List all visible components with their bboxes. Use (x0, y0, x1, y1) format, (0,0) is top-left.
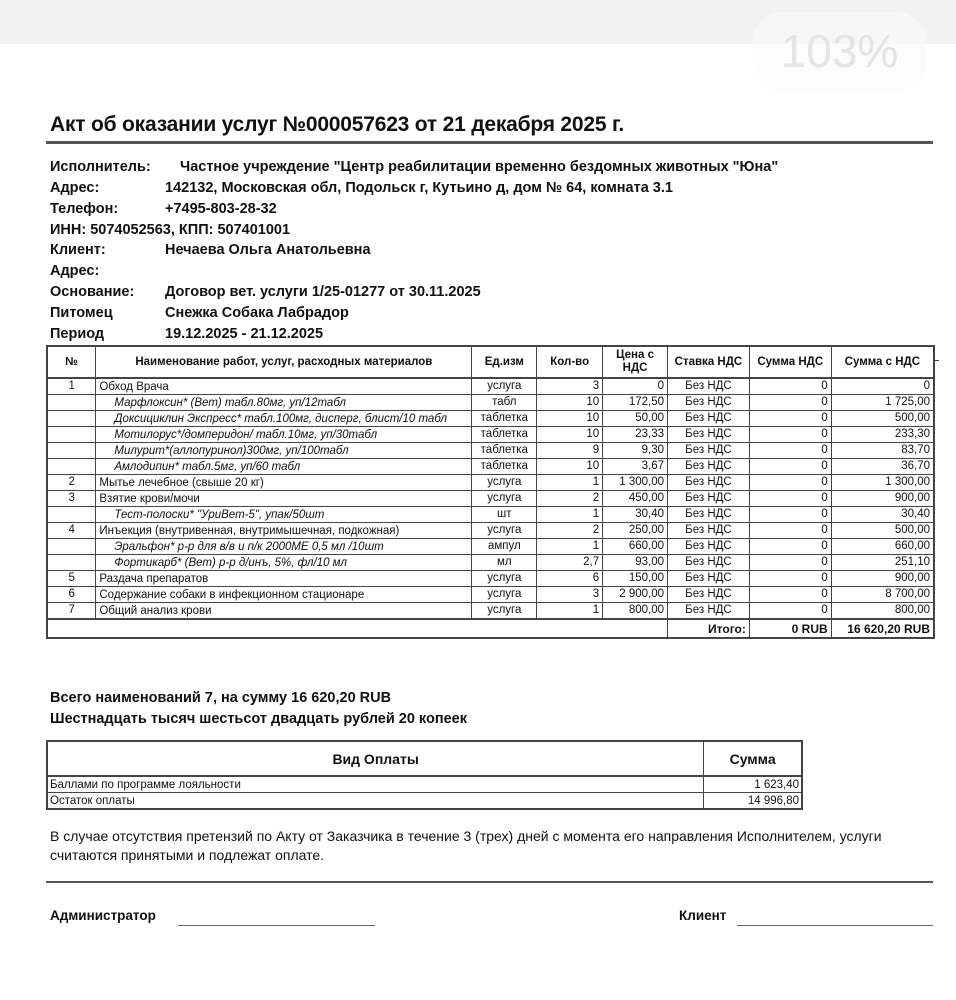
row-unit: таблетка (472, 411, 537, 427)
table-row-service (47, 587, 934, 603)
row-name: Инъекция (внутривенная, внутримышечная, подкожная) (96, 523, 472, 539)
row-qty: 9 (537, 443, 603, 459)
table-row-service (47, 491, 934, 507)
table-header-row (47, 346, 934, 378)
row-qty: 2 (537, 523, 603, 539)
row-qty: 1 (537, 507, 603, 523)
row-vat-rate: Без НДС (668, 491, 750, 507)
row-unit: мл (472, 555, 537, 571)
row-total: 251,10 (831, 555, 934, 571)
row-total: 660,00 (831, 539, 934, 555)
row-name: Обход Врача (96, 378, 472, 395)
row-unit: таблетка (472, 459, 537, 475)
total-sum: 16 620,20 RUB (831, 619, 934, 638)
row-qty: 1 (537, 603, 603, 620)
row-total: 500,00 (831, 523, 934, 539)
info-pet (50, 305, 349, 321)
row-vat-rate: Без НДС (668, 507, 750, 523)
acceptance-note: В случае отсутствия претензий по Акту от Заказчика в течение 3 (трех) дней с момента его направления Исполнителем, услуги считаются принятыми и подлежат оплате. (50, 828, 882, 863)
row-vat-rate: Без НДС (668, 475, 750, 491)
amount-in-words: Шестнадцать тысяч шестьсот двадцать рублей 20 копеек (50, 711, 467, 727)
row-vat-rate: Без НДС (668, 523, 750, 539)
info-value: 19.12.2025 - 21.12.2025 (165, 326, 324, 342)
row-qty: 10 (537, 411, 603, 427)
row-total: 1 725,00 (831, 395, 934, 411)
row-vat-rate: Без НДС (668, 571, 750, 587)
row-unit: шт (472, 507, 537, 523)
row-name: Доксициклин Экспресс* табл.100мг, дисперг, блист/10 табл (96, 411, 472, 427)
row-price: 50,00 (603, 411, 668, 427)
table-row-material (47, 507, 934, 523)
payment-type: Баллами по программе лояльности (47, 776, 704, 793)
info-label: ИНН: 5074052563, КПП: 507401001 (50, 222, 291, 238)
row-total: 900,00 (831, 571, 934, 587)
row-price: 93,00 (603, 555, 668, 571)
table-row-material (47, 427, 934, 443)
col-header-vat-rate: Ставка НДС (668, 346, 750, 378)
col-header-unit: Ед.изм (472, 346, 537, 378)
row-total: 900,00 (831, 491, 934, 507)
table-row-material (47, 539, 934, 555)
row-total: 83,70 (831, 443, 934, 459)
row-total: 30,40 (831, 507, 934, 523)
info-value: Частное учреждение "Центр реабилитации временно бездомных животных "Юна" (180, 159, 779, 175)
info-label: Адрес: (50, 263, 100, 279)
row-vat-sum: 0 (749, 427, 831, 443)
row-price: 9,30 (603, 443, 668, 459)
info-value: 142132, Московская обл, Подольск г, Кутьино д, дом № 64, комната 3.1 (165, 180, 673, 196)
client-signature-label: Клиент (679, 908, 727, 923)
row-unit: ампул (472, 539, 537, 555)
row-price: 250,00 (603, 523, 668, 539)
table-row-service (47, 378, 934, 395)
table-row-service (47, 571, 934, 587)
row-number: 7 (47, 603, 96, 620)
info-value: Нечаева Ольга Анатольевна (165, 242, 371, 258)
row-price: 1 300,00 (603, 475, 668, 491)
document-title: Акт об оказании услуг №000057623 от 21 декабря 2025 г. (50, 113, 625, 136)
row-unit: таблетка (472, 443, 537, 459)
col-header-total: Сумма с НДС (831, 346, 934, 378)
row-price: 150,00 (603, 571, 668, 587)
row-vat-rate: Без НДС (668, 587, 750, 603)
row-total: 233,30 (831, 427, 934, 443)
table-total-row (47, 619, 934, 638)
row-total: 500,00 (831, 411, 934, 427)
row-vat-rate: Без НДС (668, 459, 750, 475)
col-header-name: Наименование работ, услуг, расходных материалов (96, 346, 472, 378)
row-qty: 10 (537, 395, 603, 411)
row-number (47, 395, 96, 411)
row-vat-sum: 0 (749, 555, 831, 571)
info-period (50, 326, 324, 342)
table-row-service (47, 523, 934, 539)
row-name: Амлодипин* табл.5мг, уп/60 табл (96, 459, 472, 475)
row-price: 800,00 (603, 603, 668, 620)
row-vat-sum: 0 (749, 539, 831, 555)
row-name: Общий анализ крови (96, 603, 472, 620)
col-header-vat-sum: Сумма НДС (749, 346, 831, 378)
row-name: Раздача препаратов (96, 571, 472, 587)
row-unit: услуга (472, 603, 537, 620)
row-qty: 1 (537, 475, 603, 491)
row-name: Взятие крови/мочи (96, 491, 472, 507)
row-qty: 1 (537, 539, 603, 555)
row-vat-sum: 0 (749, 571, 831, 587)
row-number: 3 (47, 491, 96, 507)
col-header-number: № (47, 346, 96, 378)
row-price: 450,00 (603, 491, 668, 507)
row-number: 4 (47, 523, 96, 539)
row-number (47, 539, 96, 555)
payment-row (47, 776, 802, 793)
row-number (47, 555, 96, 571)
row-number (47, 507, 96, 523)
row-number: 5 (47, 571, 96, 587)
row-name: Эральфон* р-р для в/в и п/к 2000МЕ 0,5 мл /10шт (96, 539, 472, 555)
row-vat-rate: Без НДС (668, 603, 750, 620)
table-row-material (47, 555, 934, 571)
row-total: 8 700,00 (831, 587, 934, 603)
table-row-service (47, 603, 934, 620)
table-row-material (47, 459, 934, 475)
services-table-body (47, 378, 934, 619)
row-vat-rate: Без НДС (668, 555, 750, 571)
row-number (47, 411, 96, 427)
row-price: 30,40 (603, 507, 668, 523)
row-vat-rate: Без НДС (668, 539, 750, 555)
table-row-material (47, 411, 934, 427)
row-price: 172,50 (603, 395, 668, 411)
row-qty: 2 (537, 491, 603, 507)
row-qty: 2,7 (537, 555, 603, 571)
payment-table (46, 740, 803, 810)
row-number (47, 459, 96, 475)
table-row-material (47, 443, 934, 459)
payment-header-row (47, 741, 802, 776)
row-name: Марфлоксин* (Вет) табл.80мг, уп/12табл (96, 395, 472, 411)
row-vat-sum: 0 (749, 475, 831, 491)
row-total: 0 (831, 378, 934, 395)
col-header-qty: Кол-во (537, 346, 603, 378)
payment-row (47, 793, 802, 810)
row-qty: 3 (537, 378, 603, 395)
zoom-level-indicator: 103% (752, 12, 927, 90)
summary-line: Всего наименований 7, на сумму 16 620,20 RUB (50, 690, 392, 706)
info-label: Питомец (50, 305, 113, 321)
row-total: 800,00 (831, 603, 934, 620)
row-qty: 6 (537, 571, 603, 587)
row-name: Мытье лечебное (свыше 20 кг) (96, 475, 472, 491)
row-total: 36,70 (831, 459, 934, 475)
row-vat-sum: 0 (749, 411, 831, 427)
row-unit: услуга (472, 523, 537, 539)
payment-amount: 14 996,80 (704, 793, 802, 810)
info-inn-kpp (50, 222, 290, 238)
row-vat-rate: Без НДС (668, 395, 750, 411)
info-basis (50, 284, 481, 300)
info-label: Исполнитель: (50, 159, 151, 175)
info-value: +7495-803-28-32 (165, 201, 277, 217)
row-vat-sum: 0 (749, 443, 831, 459)
row-vat-rate: Без НДС (668, 443, 750, 459)
row-vat-sum: 0 (749, 378, 831, 395)
row-price: 23,33 (603, 427, 668, 443)
row-number: 1 (47, 378, 96, 395)
info-client-address (50, 263, 99, 279)
row-price: 0 (603, 378, 668, 395)
row-qty: 10 (537, 459, 603, 475)
row-total: 1 300,00 (831, 475, 934, 491)
row-vat-sum: 0 (749, 587, 831, 603)
col-header-payment-type: Вид Оплаты (47, 741, 704, 776)
row-vat-rate: Без НДС (668, 427, 750, 443)
admin-signature-line (178, 925, 375, 926)
row-price: 660,00 (603, 539, 668, 555)
row-vat-sum: 0 (749, 491, 831, 507)
table-edge-mark (933, 360, 939, 361)
row-name: Милурит*(аллопуринол)300мг, уп/100табл (96, 443, 472, 459)
row-vat-sum: 0 (749, 395, 831, 411)
total-label: Итого: (668, 619, 750, 638)
row-price: 3,67 (603, 459, 668, 475)
info-phone (50, 201, 277, 217)
payment-type: Остаток оплаты (47, 793, 704, 810)
col-header-price: Цена с НДС (603, 346, 668, 378)
info-label: Основание: (50, 284, 135, 300)
row-qty: 10 (537, 427, 603, 443)
row-unit: услуга (472, 571, 537, 587)
info-label: Клиент: (50, 242, 106, 258)
row-vat-rate: Без НДС (668, 378, 750, 395)
row-unit: услуга (472, 587, 537, 603)
row-vat-sum: 0 (749, 507, 831, 523)
table-row-service (47, 475, 934, 491)
info-executor (50, 159, 779, 175)
col-header-payment-amount: Сумма (704, 741, 802, 776)
row-price: 2 900,00 (603, 587, 668, 603)
row-unit: услуга (472, 475, 537, 491)
row-name: Мотилорус*/домперидон/ табл.10мг, уп/30табл (96, 427, 472, 443)
row-unit: табл (472, 395, 537, 411)
payment-amount: 1 623,40 (704, 776, 802, 793)
info-value: Договор вет. услуги 1/25-01277 от 30.11.2025 (165, 284, 481, 300)
row-vat-rate: Без НДС (668, 411, 750, 427)
title-divider (46, 141, 933, 144)
total-spacer (47, 619, 668, 638)
signature-divider (46, 881, 933, 883)
row-name: Тест-полоски* "УриВет-5", упак/50шт (96, 507, 472, 523)
row-vat-sum: 0 (749, 523, 831, 539)
row-unit: услуга (472, 491, 537, 507)
row-vat-sum: 0 (749, 603, 831, 620)
row-number (47, 427, 96, 443)
row-name: Фортикарб* (Вет) р-р д/инъ, 5%, фл/10 мл (96, 555, 472, 571)
info-executor-address (50, 180, 673, 196)
table-row-material (47, 395, 934, 411)
admin-signature-label: Администратор (50, 908, 156, 923)
row-name: Содержание собаки в инфекционном стационаре (96, 587, 472, 603)
info-label: Адрес: (50, 180, 100, 196)
row-number (47, 443, 96, 459)
client-signature-line (737, 925, 933, 926)
total-vat: 0 RUB (749, 619, 831, 638)
row-number: 2 (47, 475, 96, 491)
row-unit: таблетка (472, 427, 537, 443)
info-label: Телефон: (50, 201, 119, 217)
row-vat-sum: 0 (749, 459, 831, 475)
services-table (46, 345, 935, 639)
row-qty: 3 (537, 587, 603, 603)
row-unit: услуга (472, 378, 537, 395)
row-number: 6 (47, 587, 96, 603)
info-client (50, 242, 371, 258)
info-label: Период (50, 326, 105, 342)
info-value: Снежка Собака Лабрадор (165, 305, 349, 321)
